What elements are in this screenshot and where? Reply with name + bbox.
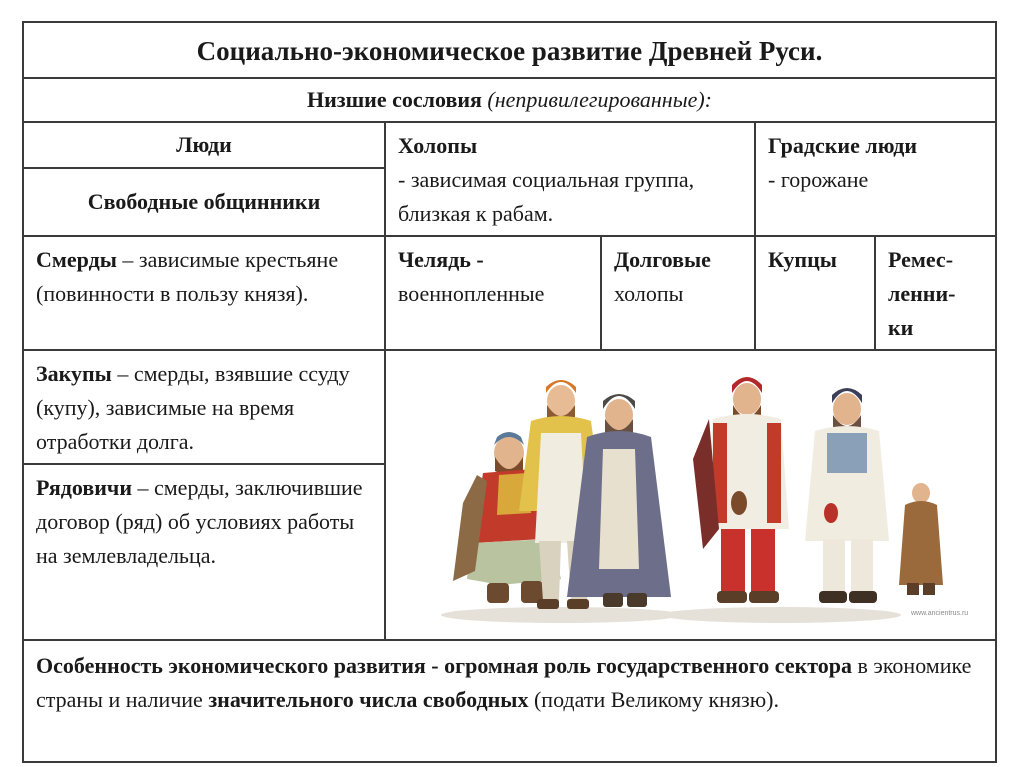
smerdy-term: Смерды — [36, 247, 117, 272]
kuptsy-term: Купцы — [768, 247, 837, 272]
lyudi-header: Люди — [23, 122, 385, 168]
social-classes-table — [22, 21, 997, 763]
subtitle-italic: (непривилегированные): — [487, 87, 713, 112]
table-frame — [22, 21, 995, 756]
lyudi-sub: Свободные общинники — [23, 168, 385, 236]
gradskie-title: Градские люди — [768, 133, 918, 158]
kholopy-desc: - зависимая социальная группа, близкая к рабам. — [398, 167, 695, 226]
remeslenniki-cell — [875, 236, 996, 350]
kuptsy-cell — [755, 236, 875, 350]
subtitle-row — [23, 78, 996, 122]
gradskie-desc: - горожане — [768, 167, 869, 192]
smerdy-cell — [23, 236, 385, 350]
chelyad-term: Челядь - — [398, 247, 484, 272]
kholopy-cell — [385, 122, 755, 236]
figure-dark-hat-man — [805, 388, 889, 603]
table-title: Социально-экономическое развитие Древней Руси. — [23, 22, 996, 78]
dolgovye-term: Долговые — [614, 247, 711, 272]
medieval-people-illustration — [391, 353, 991, 633]
footer-cell — [23, 640, 996, 762]
illustration-watermark: www.ancientrus.ru — [910, 609, 968, 617]
footer-text-1: в экономике страны и наличие — [36, 653, 972, 712]
ryadovichi-desc: – смерды, заключившие договор (ряд) об условиях работы на землевладельца. — [36, 475, 363, 568]
ryadovichi-cell — [23, 464, 385, 640]
footer-bold-1: Особенность экономического развития - огромная роль государственного сектора — [36, 653, 853, 678]
dolgovye-cell — [601, 236, 755, 350]
figure-red-tunic-man — [693, 377, 789, 603]
gradskie-cell — [755, 122, 996, 236]
illustration-cell — [385, 350, 996, 640]
smerdy-desc: – зависимые крестьяне (повинности в пользу князя). — [36, 247, 339, 306]
dolgovye-desc: холопы — [614, 281, 684, 306]
zakupy-cell — [23, 350, 385, 464]
zakupy-desc: – смерды, взявшие ссуду (купу), зависимые на время отработки долга. — [36, 361, 350, 454]
ryadovichi-term: Рядовичи — [36, 475, 132, 500]
footer-text-2: (подати Великому князю). — [528, 687, 780, 712]
figure-small-background-man — [899, 483, 943, 595]
chelyad-desc: военнопленные — [398, 281, 545, 306]
remeslenniki-line1: Ремес- — [888, 247, 954, 272]
zakupy-term: Закупы — [36, 361, 112, 386]
chelyad-cell — [385, 236, 601, 350]
kholopy-title: Холопы — [398, 133, 478, 158]
remeslenniki-line2: ленни- — [888, 281, 956, 306]
remeslenniki-line3: ки — [888, 315, 914, 340]
footer-bold-2: значительного числа свободных — [208, 687, 529, 712]
subtitle-bold: Низшие сословия — [306, 87, 482, 112]
